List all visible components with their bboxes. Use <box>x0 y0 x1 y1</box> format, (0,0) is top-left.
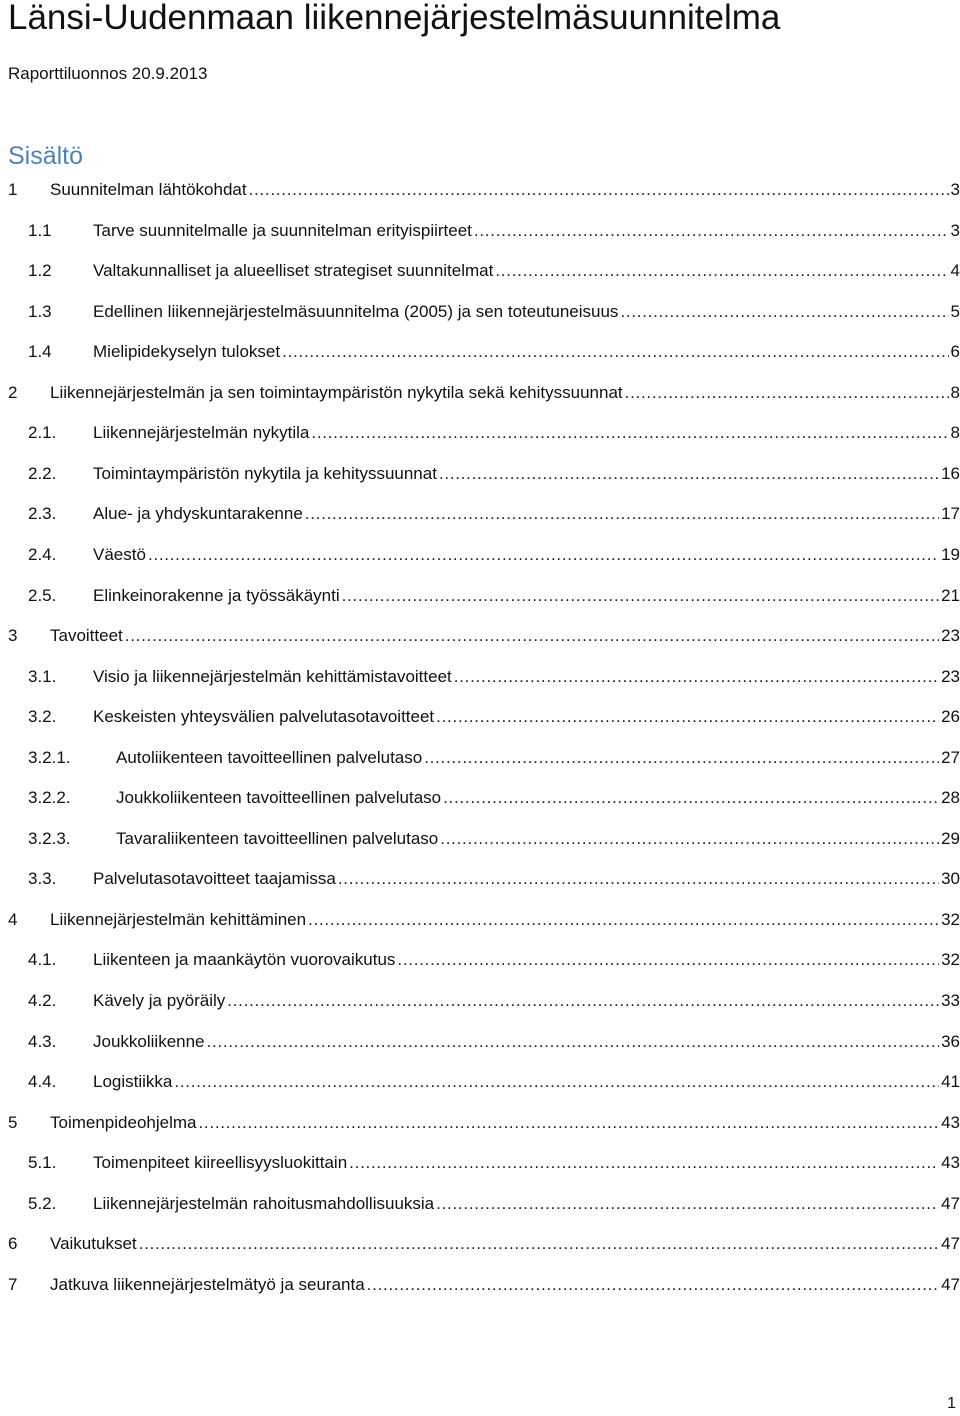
toc-entry-title: Edellinen liikennejärjestelmäsuunnitelma (2005) ja sen toteutuneisuus <box>93 302 619 321</box>
toc-entry-leader-dots <box>282 340 948 364</box>
toc-entry-leader-dots <box>148 543 939 567</box>
toc-entry-page: 47 <box>941 1194 960 1213</box>
toc-entry[interactable] <box>0 1273 960 1297</box>
toc-entry-page: 43 <box>941 1153 960 1172</box>
toc-entry[interactable] <box>0 989 960 1013</box>
toc-entry[interactable] <box>0 1030 960 1054</box>
toc-entry-title: Liikennejärjestelmän nykytila <box>93 423 310 442</box>
toc-entry-title: Väestö <box>93 545 146 564</box>
toc-entry[interactable] <box>0 1070 960 1094</box>
toc-entry[interactable] <box>0 219 960 243</box>
toc-entry-number: 2.5. <box>28 586 57 605</box>
toc-entry-number: 4.4. <box>28 1072 57 1091</box>
toc-entry[interactable] <box>0 948 960 972</box>
toc-entry-title: Vaikutukset <box>50 1234 137 1253</box>
toc-entry-title: Visio ja liikennejärjestelmän kehittämistavoitteet <box>93 667 452 686</box>
toc-entry-leader-dots <box>367 1273 939 1297</box>
toc-entry-title: Elinkeinorakenne ja työssäkäynti <box>93 586 340 605</box>
toc-entry-number: 1.3 <box>28 302 52 321</box>
toc-entry-title: Jatkuva liikennejärjestelmätyö ja seuranta <box>50 1275 365 1294</box>
toc-entry-leader-dots <box>249 178 949 202</box>
toc-entry-number: 5 <box>8 1113 18 1132</box>
toc-entry-title: Keskeisten yhteysvälien palvelutasotavoitteet <box>93 707 435 726</box>
toc-entry[interactable] <box>0 908 960 932</box>
toc-entry-leader-dots <box>311 421 948 445</box>
toc-entry[interactable] <box>0 624 960 648</box>
toc-entry-title: Tavaraliikenteen tavoitteellinen palvelutaso <box>116 829 439 848</box>
toc-entry-title: Autoliikenteen tavoitteellinen palvelutaso <box>116 748 423 767</box>
toc-entry-page: 26 <box>941 707 960 726</box>
toc-entry-title: Liikenteen ja maankäytön vuorovaikutus <box>93 950 396 969</box>
toc-entry-number: 2.3. <box>28 504 57 523</box>
toc-entry-leader-dots <box>443 786 939 810</box>
toc-entry-title: Alue- ja yhdyskuntarakenne <box>93 504 303 523</box>
toc-entry-number: 4.3. <box>28 1032 57 1051</box>
toc-entry[interactable] <box>0 300 960 324</box>
toc-entry-number: 4.1. <box>28 950 57 969</box>
toc-entry[interactable] <box>0 462 960 486</box>
toc-entry-page: 3 <box>950 180 960 199</box>
toc-entry-leader-dots <box>474 219 949 243</box>
toc-entry-page: 47 <box>941 1234 960 1253</box>
toc-entry[interactable] <box>0 1192 960 1216</box>
toc-entry[interactable] <box>0 381 960 405</box>
toc-entry-title: Toimintaympäristön nykytila ja kehityssuunnat <box>93 464 437 483</box>
toc-entry-leader-dots <box>174 1070 939 1094</box>
toc-entry-page: 36 <box>941 1032 960 1051</box>
toc-entry-page: 28 <box>941 788 960 807</box>
toc-entry-title: Joukkoliikenteen tavoitteellinen palvelutaso <box>116 788 442 807</box>
toc-entry-leader-dots <box>440 827 939 851</box>
toc-entry-number: 3.1. <box>28 667 57 686</box>
toc-entry[interactable] <box>0 502 960 526</box>
toc-entry-number: 2 <box>8 383 18 402</box>
toc-entry-page: 47 <box>941 1275 960 1294</box>
toc-entry-leader-dots <box>397 948 939 972</box>
toc-entry-leader-dots <box>125 624 939 648</box>
toc-entry[interactable] <box>0 584 960 608</box>
toc-entry-leader-dots <box>625 381 949 405</box>
toc-entry-number: 5.2. <box>28 1194 57 1213</box>
toc-entry-leader-dots <box>620 300 948 324</box>
toc-entry-page: 33 <box>941 991 960 1010</box>
toc-entry-leader-dots <box>495 259 948 283</box>
toc-entry-number: 3.2.1. <box>28 748 71 767</box>
toc-entry-title: Joukkoliikenne <box>93 1032 205 1051</box>
toc-entry-number: 6 <box>8 1234 18 1253</box>
toc-entry-page: 8 <box>950 383 960 402</box>
toc-entry-page: 30 <box>941 869 960 888</box>
toc-entry[interactable] <box>0 746 960 770</box>
toc-entry-page: 43 <box>941 1113 960 1132</box>
document-title: Länsi-Uudenmaan liikennejärjestelmäsuunnitelma <box>8 0 781 37</box>
toc-entry-leader-dots <box>338 867 939 891</box>
toc-entry-title: Tarve suunnitelmalle ja suunnitelman erityispiirteet <box>93 221 472 240</box>
toc-entry-page: 6 <box>950 342 960 361</box>
toc-entry[interactable] <box>0 665 960 689</box>
toc-entry-number: 2.1. <box>28 423 57 442</box>
toc-entry-page: 41 <box>941 1072 960 1091</box>
toc-entry-number: 2.2. <box>28 464 57 483</box>
toc-entry-leader-dots <box>342 584 939 608</box>
toc-entry-leader-dots <box>139 1232 939 1256</box>
toc-entry-title: Liikennejärjestelmän ja sen toimintaympäristön nykytila sekä kehityssuunnat <box>50 383 623 402</box>
toc-entry-number: 1.1 <box>28 221 52 240</box>
toc-entry-leader-dots <box>227 989 939 1013</box>
toc-entry-number: 4.2. <box>28 991 57 1010</box>
toc-entry-number: 3.2.2. <box>28 788 71 807</box>
toc-entry[interactable] <box>0 340 960 364</box>
toc-entry-title: Tavoitteet <box>50 626 123 645</box>
toc-entry-leader-dots <box>308 908 939 932</box>
toc-entry-title: Liikennejärjestelmän kehittäminen <box>50 910 307 929</box>
toc-entry-number: 1.2 <box>28 261 52 280</box>
toc-entry-number: 4 <box>8 910 18 929</box>
toc-entry-leader-dots <box>349 1151 939 1175</box>
toc-entry-page: 21 <box>941 586 960 605</box>
toc-entry-leader-dots <box>424 746 939 770</box>
toc-entry-title: Kävely ja pyöräily <box>93 991 226 1010</box>
toc-entry[interactable] <box>0 178 960 202</box>
toc-entry-leader-dots <box>454 665 939 689</box>
document-subtitle: Raporttiluonnos 20.9.2013 <box>8 64 208 83</box>
toc-entry[interactable] <box>0 259 960 283</box>
toc-entry-leader-dots <box>305 502 939 526</box>
toc-entry-title: Liikennejärjestelmän rahoitusmahdollisuuksia <box>93 1194 435 1213</box>
toc-entry-number: 3 <box>8 626 18 645</box>
toc-entry-page: 16 <box>941 464 960 483</box>
toc-entry-number: 3.2. <box>28 707 57 726</box>
toc-entry-page: 32 <box>941 950 960 969</box>
toc-entry-number: 1 <box>8 180 18 199</box>
toc-entry[interactable] <box>0 827 960 851</box>
toc-entry[interactable] <box>0 1151 960 1175</box>
toc-entry-page: 3 <box>950 221 960 240</box>
toc-entry-page: 32 <box>941 910 960 929</box>
toc-entry[interactable] <box>0 705 960 729</box>
toc-entry[interactable] <box>0 786 960 810</box>
toc-entry-page: 4 <box>950 261 960 280</box>
toc-entry-title: Toimenpiteet kiireellisyysluokittain <box>93 1153 348 1172</box>
toc-entry-number: 1.4 <box>28 342 52 361</box>
toc-heading: Sisältö <box>8 142 84 170</box>
toc-entry-title: Logistiikka <box>93 1072 173 1091</box>
toc-entry-page: 23 <box>941 626 960 645</box>
toc-entry[interactable] <box>0 1232 960 1256</box>
toc-entry[interactable] <box>0 421 960 445</box>
toc-entry-leader-dots <box>436 705 939 729</box>
toc-entry-number: 7 <box>8 1275 18 1294</box>
toc-entry-leader-dots <box>436 1192 939 1216</box>
toc-entry-number: 2.4. <box>28 545 57 564</box>
toc-entry-title: Valtakunnalliset ja alueelliset strategiset suunnitelmat <box>93 261 494 280</box>
toc-entry-page: 17 <box>941 504 960 523</box>
toc-entry-page: 29 <box>941 829 960 848</box>
toc-entry-number: 3.3. <box>28 869 57 888</box>
toc-entry-page: 23 <box>941 667 960 686</box>
toc-entry-title: Suunnitelman lähtökohdat <box>50 180 247 199</box>
toc-entry-leader-dots <box>439 462 939 486</box>
toc-entry-page: 19 <box>941 545 960 564</box>
toc-entry-leader-dots <box>207 1030 940 1054</box>
toc-entry-title: Mielipidekyselyn tulokset <box>93 342 281 361</box>
toc-entry-page: 8 <box>950 423 960 442</box>
toc-entry-title: Toimenpideohjelma <box>50 1113 197 1132</box>
toc-entry[interactable] <box>0 1111 960 1135</box>
page-number: 1 <box>947 1395 956 1412</box>
toc-entry-number: 5.1. <box>28 1153 57 1172</box>
toc-entry[interactable] <box>0 867 960 891</box>
toc-entry-number: 3.2.3. <box>28 829 71 848</box>
toc-entry-page: 5 <box>950 302 960 321</box>
toc-entry-title: Palvelutasotavoitteet taajamissa <box>93 869 336 888</box>
toc-entry[interactable] <box>0 543 960 567</box>
toc-entry-leader-dots <box>198 1111 939 1135</box>
toc-entry-page: 27 <box>941 748 960 767</box>
